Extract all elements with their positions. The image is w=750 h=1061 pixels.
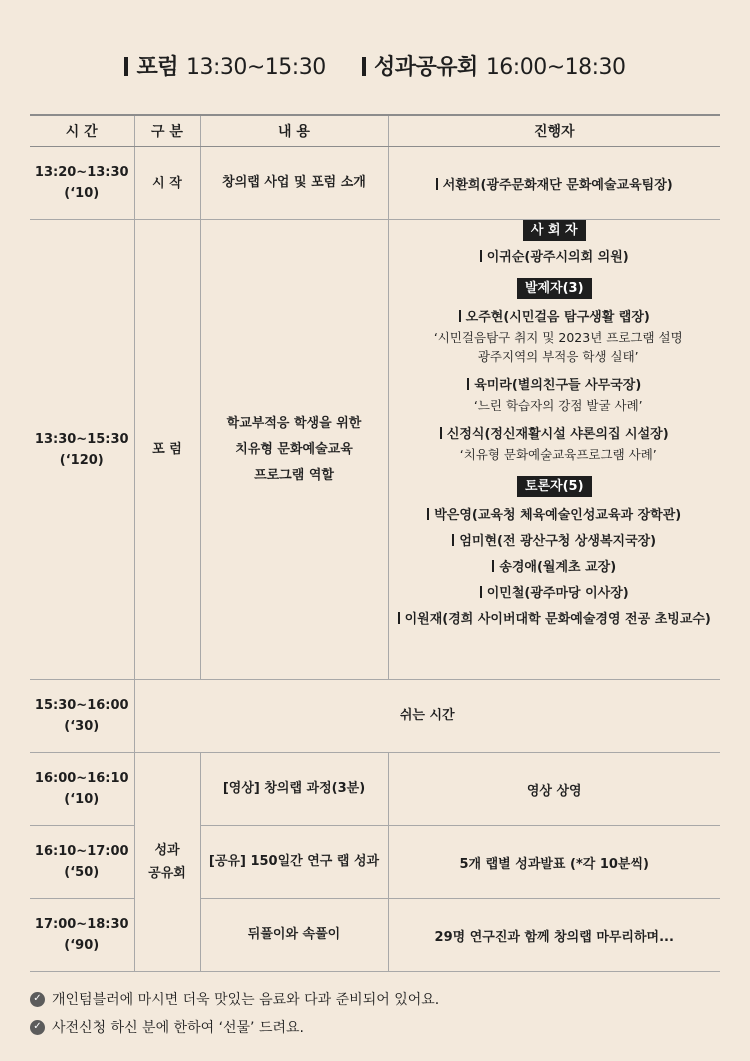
share-label: 성과공유회 bbox=[374, 55, 478, 80]
table-row bbox=[30, 220, 720, 680]
content-cell: 창의랩 사업 및 포럼 소개 bbox=[200, 147, 388, 220]
break-cell: 쉬는 시간 bbox=[134, 680, 720, 753]
time-cell: 16:10~17:00 (‘50) bbox=[30, 826, 134, 899]
panelist-name: 이민철(광주마당 이사장) bbox=[389, 586, 721, 602]
category-cell: 시 작 bbox=[134, 147, 200, 220]
panel-tag: 토론자(5) bbox=[517, 476, 592, 497]
bullet-bar-icon bbox=[436, 178, 438, 190]
bullet-bar-icon bbox=[492, 560, 494, 572]
bullet-bar-icon bbox=[427, 508, 429, 520]
host-cell: 서환희(광주문화재단 문화예술교육팀장) bbox=[388, 147, 720, 220]
table-row bbox=[30, 147, 720, 220]
table-row bbox=[30, 899, 720, 972]
content-cell: [영상] 창의랩 과정(3분) bbox=[200, 753, 388, 826]
share-time: 16:00~18:30 bbox=[485, 55, 626, 80]
table-row bbox=[30, 753, 720, 826]
category-cell: 성과 공유회 bbox=[134, 753, 200, 972]
table-row bbox=[30, 680, 720, 753]
host-cell: 5개 랩별 성과발표 (*각 10분씩) bbox=[388, 826, 720, 899]
table-row bbox=[30, 826, 720, 899]
program-cell bbox=[388, 220, 720, 680]
forum-time: 13:30~15:30 bbox=[185, 55, 326, 80]
host-cell: 영상 상영 bbox=[388, 753, 720, 826]
note-item: ✓ 사전신청 하신 분에 한하여 ‘선물’ 드려요. bbox=[30, 1013, 439, 1041]
presenter-name: 신정식(정신재활시설 샤론의집 시설장) bbox=[389, 427, 721, 443]
check-circle-icon: ✓ bbox=[30, 1020, 45, 1035]
bullet-bar-icon bbox=[459, 310, 461, 322]
presenter-topic: ‘치유형 문화예술교육프로그램 사례’ bbox=[459, 447, 657, 462]
time-cell: 17:00~18:30 (‘90) bbox=[30, 899, 134, 972]
bullet-bar-icon bbox=[480, 250, 482, 262]
presenter-topic: 광주지역의 부적응 학생 실태’ bbox=[477, 349, 639, 364]
host-cell: 29명 연구진과 함께 창의랩 마무리하며... bbox=[388, 899, 720, 972]
presenter-name: 오주현(시민걸음 탐구생활 랩장) bbox=[389, 310, 721, 326]
bullet-bar-icon bbox=[398, 612, 400, 624]
presenter-topic: ‘시민걸음탐구 취지 및 2023년 프로그램 설명 bbox=[433, 330, 683, 345]
note-item: ✓ 개인텀블러에 마시면 더욱 맛있는 음료와 다과 준비되어 있어요. bbox=[30, 985, 439, 1013]
col-content-header: 내 용 bbox=[200, 115, 388, 147]
presenter-topic: ‘느린 학습자의 강점 발굴 사례’ bbox=[473, 398, 643, 413]
header-bar-icon bbox=[124, 57, 128, 76]
schedule-table bbox=[30, 114, 720, 972]
bullet-bar-icon bbox=[440, 427, 442, 439]
content-cell: 뒤풀이와 속풀이 bbox=[200, 899, 388, 972]
content-cell: [공유] 150일간 연구 랩 성과 bbox=[200, 826, 388, 899]
page-header bbox=[0, 50, 750, 81]
bullet-bar-icon bbox=[452, 534, 454, 546]
bullet-bar-icon bbox=[467, 378, 469, 390]
time-cell: 16:00~16:10 (‘10) bbox=[30, 753, 134, 826]
panelist-name: 이원재(경희 사이버대학 문화예술경영 전공 초빙교수) bbox=[389, 612, 721, 628]
col-time-header: 시 간 bbox=[30, 115, 134, 147]
notes bbox=[30, 985, 439, 1041]
presenters-tag: 발제자(3) bbox=[517, 278, 592, 299]
table-header-row bbox=[30, 115, 720, 147]
moderator-tag: 사 회 자 bbox=[523, 220, 586, 241]
forum-label: 포럼 bbox=[136, 55, 178, 80]
panelist-name: 박은영(교육청 체육예술인성교육과 장학관) bbox=[389, 508, 721, 524]
category-cell: 포 럼 bbox=[134, 220, 200, 680]
time-cell: 15:30~16:00 (‘30) bbox=[30, 680, 134, 753]
time-cell: 13:30~15:30 (‘120) bbox=[30, 220, 134, 680]
content-cell: 학교부적응 학생을 위한 치유형 문화예술교육 프로그램 역할 bbox=[200, 220, 388, 680]
check-circle-icon: ✓ bbox=[30, 992, 45, 1007]
col-host-header: 진행자 bbox=[388, 115, 720, 147]
time-cell: 13:20~13:30 (‘10) bbox=[30, 147, 134, 220]
bullet-bar-icon bbox=[480, 586, 482, 598]
moderator-name: 이귀순(광주시의회 의원) bbox=[389, 250, 721, 266]
panelist-name: 엄미현(전 광산구청 상생복지국장) bbox=[389, 534, 721, 550]
presenter-name: 육미라(별의친구들 사무국장) bbox=[389, 378, 721, 394]
header-bar-icon bbox=[362, 57, 366, 76]
col-category-header: 구 분 bbox=[134, 115, 200, 147]
panelist-name: 송경애(월계초 교장) bbox=[389, 560, 721, 576]
